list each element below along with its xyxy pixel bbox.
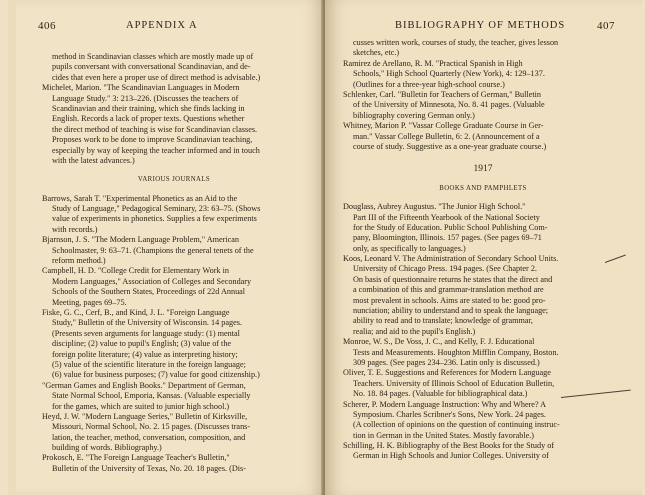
text-line: ability to read and to translate; knowledge of grammar,	[353, 316, 533, 326]
text-line: Tests and Measurements. Houghton Mifflin Company, Boston.	[353, 347, 559, 357]
left-page-body	[42, 52, 306, 474]
text-line: (Outlines for a three-year high-school course.)	[353, 79, 505, 89]
text-line: (A collection of opinions on the question of continuing instruc-	[353, 420, 560, 430]
text-line: foreign polite literature; (4) value as interpreting history;	[52, 349, 238, 359]
right-page-body	[343, 38, 623, 462]
text-line: (5) value of the scientific literature in the foreign language;	[52, 359, 246, 369]
right-lines-bottom	[343, 202, 623, 462]
year-heading: 1917	[473, 164, 493, 175]
text-line: Campbell, H. D. "College Credit for Elementary Work in	[42, 266, 229, 276]
right-page	[325, 0, 642, 495]
text-line: for the Study of Education. Public School Publishing Com-	[353, 222, 548, 232]
text-line: Schoolmaster, 9: 63–71. (Champions the general tenets of the	[52, 245, 254, 255]
left-lines-bottom	[42, 194, 306, 475]
text-line: Proposes work to be done to improve Scandinavian teaching,	[52, 135, 253, 145]
text-line: pupils conversant with conversational Scandinavian, and de-	[52, 62, 251, 72]
text-line: Part III of the Fifteenth Yearbook of the National Society	[353, 212, 540, 222]
text-line: Douglass, Aubrey Augustus. "The Junior High School."	[343, 202, 526, 212]
text-line: German in High Schools and Junior Colleges. University of	[353, 451, 549, 461]
text-line: Bjarnson, J. S. "The Modern Language Problem," American	[42, 235, 240, 245]
text-line: value of experiments in phonetics. Supplies a few experiments	[52, 214, 257, 224]
right-lines-top	[343, 38, 623, 152]
text-line: Symposium. Charles Scribner's Sons, New York. 24 pages.	[353, 409, 546, 419]
text-line: No. 18. 84 pages. (Valuable for bibliographical data.)	[353, 389, 528, 399]
text-line: Meeting, pages 69–75.	[52, 297, 127, 307]
text-line: Study of Language," Pedagogical Seminary, 23: 63–75. (Shows	[52, 204, 261, 214]
text-line: realia; and aid to the pupil's English.)	[353, 326, 476, 336]
text-line: man." Vassar College Bulletin, 6: 2. (Announcement of a	[353, 131, 540, 141]
text-line: with the latest advances.)	[52, 155, 135, 165]
text-line: 309 pages. (See pages 234–236. Latin only is discussed.)	[353, 357, 540, 367]
text-line: Scandinavian and their training, which she finds lacking in	[52, 103, 245, 113]
text-line: (Presents seven arguments for language study: (1) mental	[52, 328, 240, 338]
text-line: Barrows, Sarah T. "Experimental Phonetics as an Aid to the	[42, 193, 238, 203]
left-running-head: APPENDIX A	[126, 20, 198, 31]
text-line: Schilling, H. K. Bibliography of the Best Books for the Study of	[343, 441, 555, 451]
text-line: Oliver, T. E. Suggestions and References for Modern Language	[343, 368, 551, 378]
text-line: tion in German in the United States. Mostly favorable.)	[353, 430, 534, 440]
text-line: Michelet, Marion. "The Scandinavian Languages in Modern	[42, 83, 240, 93]
text-line: nunciation; ability to understand and to speak the language;	[353, 306, 549, 316]
open-book	[8, 0, 638, 495]
text-line: English. Records a lack of proper texts. Questions whether	[52, 114, 245, 124]
text-line: discipline; (2) value to pupil's English; (3) value of the	[52, 339, 232, 349]
text-line: Language Study." 3: 213–226. (Discusses the teachers of	[52, 93, 239, 103]
text-line: bibliography covering German only.)	[353, 110, 475, 120]
text-line: lation, the teacher, method, conversation, composition, and	[52, 432, 246, 442]
text-line: method in Scandinavian classes which are mostly made up of	[52, 52, 254, 61]
section-heading-various-journals: VARIOUS JOURNALS	[137, 176, 211, 184]
text-line: Scherer, P. Modern Language Instruction: Why and Where? A	[343, 399, 547, 409]
text-line: building of words. Bibliography.)	[52, 443, 162, 453]
left-lines-top	[42, 52, 306, 166]
text-line: Heyd, J. W. "Modern Language Series," Bulletin of Kirksville,	[42, 411, 248, 421]
text-line: Ramirez de Arellano, R. M. "Practical Spanish in High	[343, 58, 523, 68]
text-line: (6) value for business purposes; (7) value for good citizenship.)	[52, 370, 260, 380]
text-line: cides that even here a proper use of direct method is advisable.)	[52, 72, 261, 82]
text-line: Modern Languages," Association of Colleges and Secondary	[52, 276, 252, 286]
right-running-head: BIBLIOGRAPHY OF METHODS	[395, 20, 566, 31]
text-line: Schools," High School Quarterly (New York), 4: 129–137.	[353, 69, 545, 79]
text-line: Missouri, Normal School, No. 2. 15 pages. (Discusses trans-	[52, 422, 251, 432]
text-line: Bulletin of the University of Texas, No. 20. 18 pages. (Dis-	[52, 463, 246, 473]
text-line: Monroe, W. S., De Voss, J. C., and Kelly, F. J. Educational	[343, 337, 535, 347]
text-line: course of study. Suggestive as a one-year graduate course.)	[353, 141, 547, 151]
text-line: Schools of the Southern States, Proceedings of 22d Annual	[52, 287, 246, 297]
text-line: On basis of questionnaire returns he states that the direct and	[353, 274, 553, 284]
text-line: a combination of this and grammar-translation method are	[353, 285, 544, 295]
text-line: "German Games and English Books." Department of German,	[42, 380, 246, 390]
text-line: Schlenker, Carl. "Bulletin for Teachers of German," Bulletin	[343, 89, 541, 99]
text-line: Whitney, Marion P. "Vassar College Graduate Course in Ger-	[343, 121, 544, 131]
text-line: of the University of Minnesota, No. 8. 41 pages. (Valuable	[353, 100, 545, 110]
text-line: especially by way of keeping the teacher informed and in touch	[52, 145, 260, 155]
text-line: cusses written work, courses of study, the teacher, gives lesson	[353, 38, 559, 47]
text-line: reform method.)	[52, 256, 106, 266]
text-line: Prokosch, E. "The Foreign Language Teacher's Bulletin,"	[42, 453, 230, 463]
left-page-number: 406	[38, 20, 56, 32]
text-line: Teachers. University of Illinois School of Education Bulletin,	[353, 378, 555, 388]
text-line: State Normal School, Emporia, Kansas. (Valuable especially	[52, 391, 251, 401]
text-line: Fiske, G. C., Cerf, B., and Kind, J. L. "Foreign Language	[42, 308, 230, 317]
text-line: University of Chicago Press. 194 pages. (See Chapter 2.	[353, 264, 537, 274]
text-line: pany, Bloomington, Illinois. 157 pages. (See pages 69–71	[353, 233, 542, 243]
section-heading-books-and-pamphlets: BOOKS AND PAMPHLETS	[439, 184, 527, 192]
text-line: sketches, etc.)	[353, 48, 400, 58]
text-line: with records.)	[52, 224, 98, 234]
text-line: only, as specifically to languages.)	[353, 243, 466, 253]
text-line: the direct method of teaching is wise for Scandinavian classes.	[52, 124, 258, 134]
left-page	[16, 0, 325, 495]
text-line: Study," Bulletin of the University of Wisconsin. 14 pages.	[52, 318, 242, 328]
text-line: most prevalent in schools. Aims are stated to be: good pro-	[353, 295, 546, 305]
text-line: Koos, Leonard V. The Administration of Secondary School Units.	[343, 254, 559, 264]
right-page-number: 407	[597, 20, 615, 32]
text-line: for the games, which are suited to junior high school.)	[52, 401, 230, 411]
